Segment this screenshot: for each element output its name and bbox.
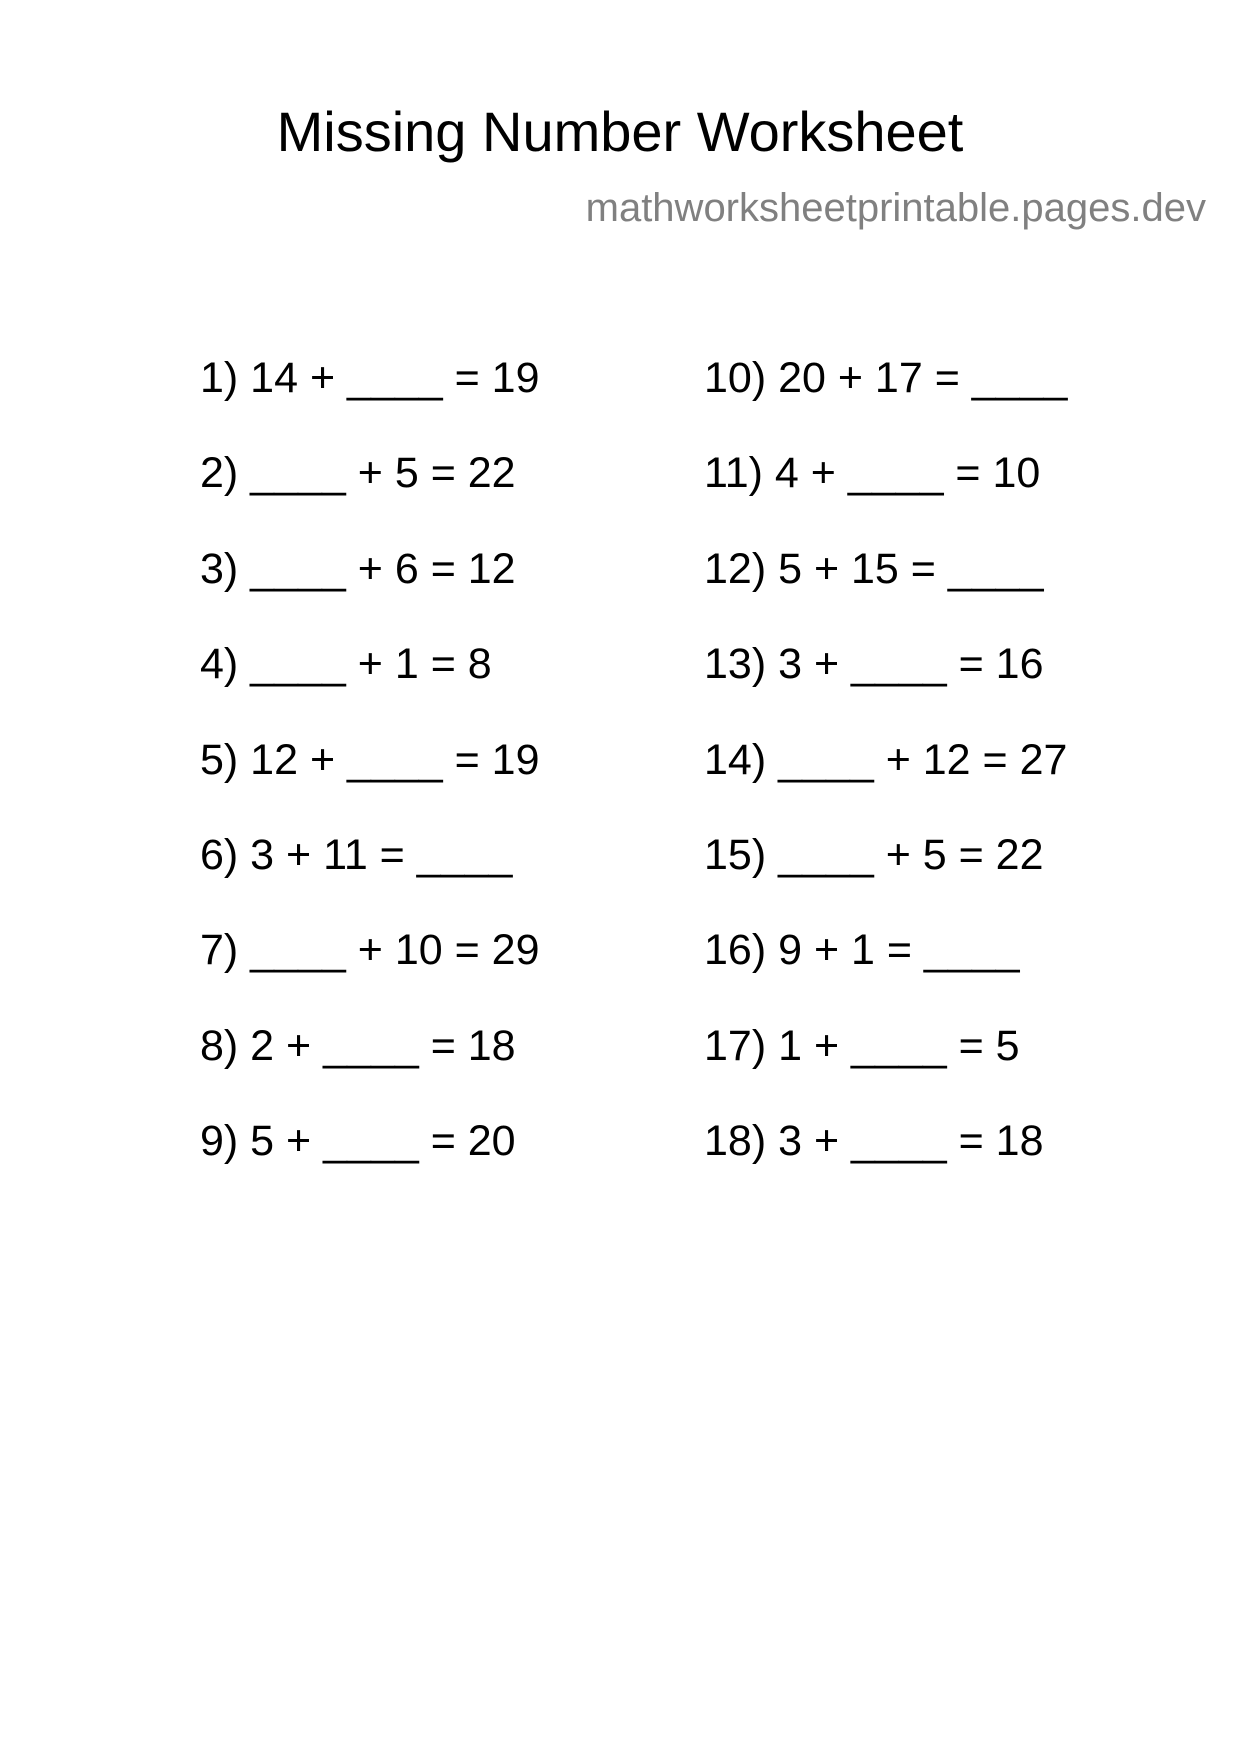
problem-5: 5) 12 + ____ = 19 (200, 735, 540, 784)
problem-2: 2) ____ + 5 = 22 (200, 449, 516, 498)
problem-13: 13) 3 + ____ = 16 (704, 640, 1044, 689)
problem-11: 11) 4 + ____ = 10 (704, 449, 1041, 498)
problem-8: 8) 2 + ____ = 18 (200, 1021, 516, 1070)
problem-10: 10) 20 + 17 = ____ (704, 354, 1068, 402)
problem-15: 15) ____ + 5 = 22 (704, 830, 1044, 879)
website-label: mathworksheetprintable.pages.dev (585, 186, 1206, 230)
problem-6: 6) 3 + 11 = ____ (200, 830, 513, 879)
problem-4: 4) ____ + 1 = 8 (200, 640, 492, 689)
problem-12: 12) 5 + 15 = ____ (704, 544, 1044, 593)
problem-3: 3) ____ + 6 = 12 (200, 544, 516, 593)
problems-left-column (200, 348, 540, 1207)
problem-9: 9) 5 + ____ = 20 (200, 1117, 516, 1166)
problems-right-column (704, 348, 1067, 1207)
problem-7: 7) ____ + 10 = 29 (200, 926, 540, 975)
problem-14: 14) ____ + 12 = 27 (704, 735, 1068, 784)
problem-17: 17) 1 + ____ = 5 (704, 1021, 1020, 1070)
problem-18: 18) 3 + ____ = 18 (704, 1117, 1044, 1166)
problem-16: 16) 9 + 1 = ____ (704, 926, 1020, 975)
problem-1: 1) 14 + ____ = 19 (200, 354, 540, 402)
worksheet-title: Missing Number Worksheet (276, 100, 964, 163)
